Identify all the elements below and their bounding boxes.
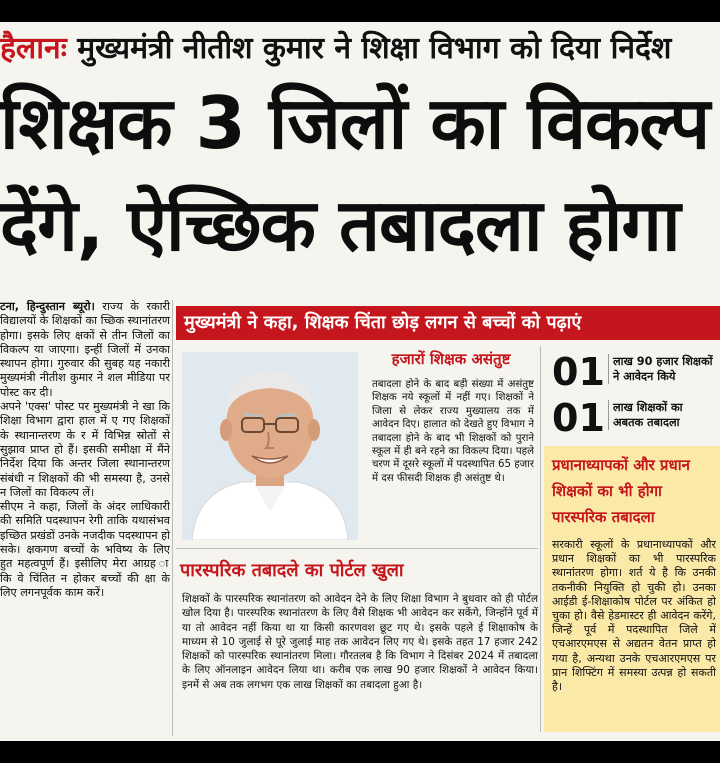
bottom-black-border xyxy=(0,741,720,763)
kicker-label: हैलानः xyxy=(0,31,67,66)
dissatisfied-heading: हजारों शिक्षक असंतुष्ट xyxy=(391,350,511,368)
dateline: टना, हिन्दुस्तान ब्यूरो। xyxy=(0,300,95,313)
column-divider xyxy=(172,300,173,736)
column-divider xyxy=(540,346,541,732)
left-para-2: अपने 'एक्स' पोस्ट पर मुख्यमंत्री ने खा कि शिक्षा विभाग द्वारा हाल में ए गए शिक्षकों के स्थानान्तरण के र में विभिन्न स्रोतों से सुझाव प्राप्त हो हैं। इसकी समीक्षा में मैंने निर्देश दिया कि अन्तर जिला स्थानान्तरण संबंधी न शिक्षकों की भी समस्या है, उनसे न जिलों का विकल्प लें। xyxy=(0,400,170,499)
headline-line-1: शिक्षक 3 जिलों का विकल्प xyxy=(0,81,710,165)
stat-label: लाख शिक्षकों का अबतक तबादला xyxy=(608,400,716,430)
portrait-photo-icon xyxy=(182,352,358,540)
section-divider xyxy=(176,548,538,549)
stat-label: लाख 90 हजार शिक्षकों ने आवेदन किये xyxy=(608,354,716,384)
portal-body: शिक्षकों के पारस्परिक स्थानांतरण को आवेदन देने के लिए शिक्षा विभाग ने बुधवार को ही पोर्टल खोल दिया है। पारस्परिक स्थानांतरण के लिए वैसे शिक्षक भी आवेदन कर सकेंगे, जिन्होंने पूर्व में या तो आवेदन नहीं किया था या किसी कारणवश छूट गए थे। इसके पहले ई शिक्षाकोष के माध्यम से 10 जुलाई से पूरे जुलाई माह तक आवेदन लिए गए थे। इसके तहत 17 हजार 242 शिक्षकों को पारस्परिक स्थानांतरण मिला। गौरतलब है कि विभाग ने दिसंबर 2024 में तबादला के लिए ऑनलाइन आवेदन लिया था। करीब एक लाख 90 हजार शिक्षकों ने आवेदन किया। इनमें से अब तक लगभग एक लाख शिक्षकों का तबादला हुआ है। xyxy=(182,593,538,691)
top-black-border xyxy=(0,0,720,22)
headline-line-2: देंगे, ऐच्छिक तबादला होगा xyxy=(0,183,680,267)
kicker-line xyxy=(0,24,720,74)
stat-number: 01 xyxy=(552,396,605,440)
red-banner-headline: मुख्यमंत्री ने कहा, शिक्षक चिंता छोड़ लगन से बच्चों को पढ़ाएं xyxy=(176,306,720,340)
stat-applications xyxy=(546,350,716,394)
left-para-1 xyxy=(0,300,170,400)
stat-transfers xyxy=(546,396,716,440)
portrait-photo xyxy=(182,352,358,540)
left-para-3: सीएम ने कहा, जिलों के अंदर लाधिकारी की समिति पदस्थापन रेगी ताकि यथासंभव इच्छित प्रखंडों उनके नजदीक पदस्थापन हो सके। क्षकगण बच्चों के भविष्य के लिए हुत महत्वपूर्ण हैं। इसीलिए मेरा आग्रह ा कि वे चिंतित न होकर बच्चों की क्षा के लिए लगनपूर्वक काम करें। xyxy=(0,500,170,599)
dissatisfied-body: तबादला होने के बाद बड़ी संख्या में असंतुष्ट शिक्षक नये स्कूलों में नहीं गए। शिक्षकों ने जिला से लेकर राज्य मुख्यालय तक में आवेदन दिए। हालात को देखते हुए विभाग ने तबादला होने के बाद भी शिक्षकों को पुराने स्कूल में ही बने रहने का विकल्प दिया। पहले चरण में दूसरे स्कूलों में पदस्थापित 65 हजार में दस फीसदी शिक्षक ही असंतुष्ट थे। xyxy=(372,379,534,484)
left-para-1-text: राज्य के रकारी विद्यालयों के शिक्षकों का च्छिक स्थानांतरण होगा। इसके लिए क्षकों से तीन जिलों का विकल्प या जाएगा। इन्हीं जिलों में उनका स्थापन होगा। गुरुवार की सुबह यह नकारी मुख्यमंत्री नीतीश कुमार ने शल मीडिया पर पोस्ट कर दी। xyxy=(0,300,170,399)
headmaster-heading: प्रधानाध्यापकों और प्रधान शिक्षकों का भी होगा पारस्परिक तबादला xyxy=(552,456,690,526)
headmaster-body: सरकारी स्कूलों के प्रधानाध्यापकों और प्रधान शिक्षकों का भी पारस्परिक स्थानांतरण होगा। शर्त ये है कि उनकी तकनीकी नियुक्ति हो चुकी हो। उनका आईडी ई-शिक्षाकोष पोर्टल पर अंकित हो चुका हो। वैसे हेडमास्टर ही आवेदन करेंगे, जिन्हें पूर्व में पदस्थापित जिले में एचआरएमएस से अद्यतन वेतन प्राप्त हो गया है, अन्यथा उनके एचआरएमएस पर प्रान शिफ्टिंग में समस्या उत्पन्न हो सकती है। xyxy=(552,538,716,694)
portal-heading: पारस्परिक तबादले का पोर्टल खुला xyxy=(180,560,404,581)
stat-number: 01 xyxy=(552,350,605,394)
left-column-article xyxy=(0,300,170,736)
kicker-text: मुख्यमंत्री नीतीश कुमार ने शिक्षा विभाग को दिया निर्देश xyxy=(66,31,672,66)
